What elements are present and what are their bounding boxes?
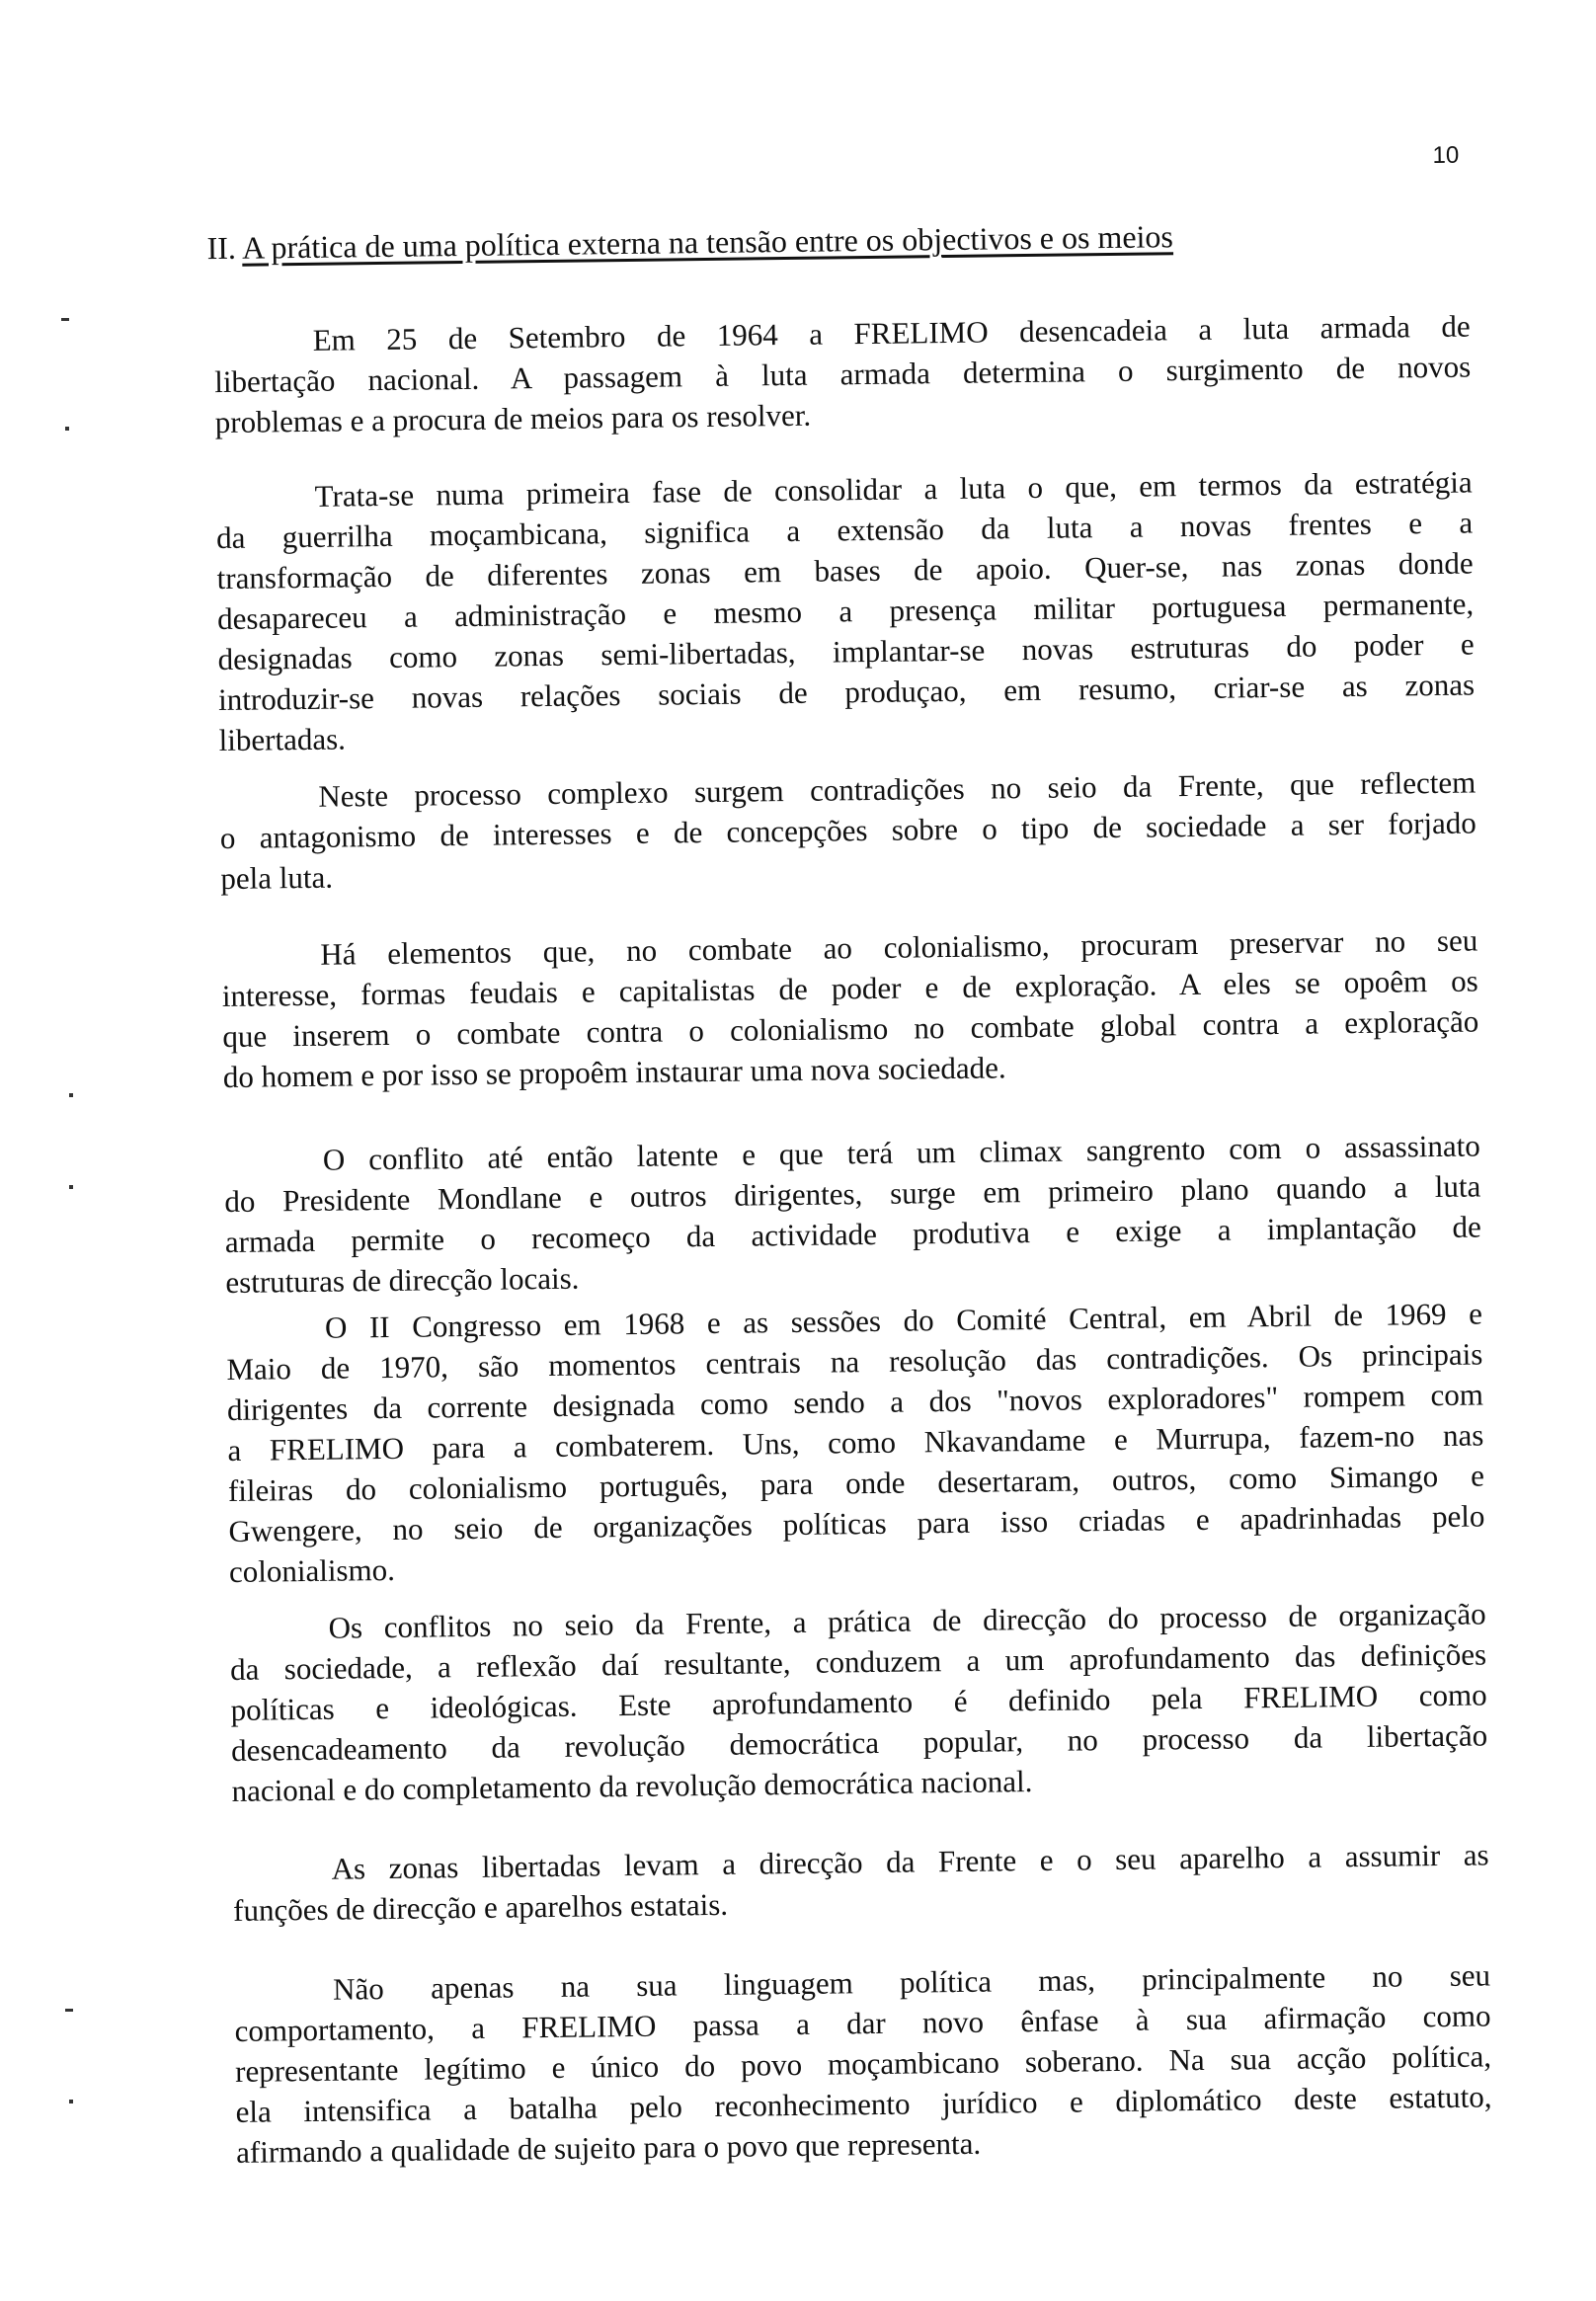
paragraph bbox=[226, 1293, 1485, 1592]
paragraph-line: a FRELIMO para a combaterem. Uns, como Nkavandame e Murrupa, fazem-no nas bbox=[227, 1417, 1484, 1468]
paragraph-line: designadas como zonas semi-libertadas, implantar-se novas estruturas do poder e bbox=[217, 626, 1475, 677]
paragraph-line: colonialismo. bbox=[228, 1551, 396, 1589]
paragraph-line: Os conflitos no seio da Frente, a prática de direcção do processo de organização bbox=[328, 1596, 1486, 1645]
paragraph-line: funções de direcção e aparelhos estatais. bbox=[232, 1886, 729, 1928]
paragraph-line: Não apenas na sua linguagem política mas, principalmente no seu bbox=[332, 1957, 1491, 2007]
paragraph-line: Neste processo complexo surgem contradições no seio da Frente, que reflectem bbox=[318, 764, 1476, 814]
paragraph bbox=[232, 1834, 1489, 1931]
scan-mark bbox=[65, 2009, 73, 2012]
paragraph bbox=[215, 462, 1475, 761]
paragraph-line: libertadas. bbox=[218, 721, 347, 758]
paragraph bbox=[213, 306, 1471, 443]
paragraph-line: dirigentes da corrente designada como sendo a dos "novos exploradores" rompem com bbox=[226, 1377, 1484, 1427]
paragraph bbox=[219, 761, 1476, 899]
paragraph bbox=[224, 1125, 1482, 1303]
paragraph-line: As zonas libertadas levam a direcção da Frente e o seu aparelho a assumir as bbox=[331, 1837, 1489, 1886]
paragraph-line: problemas e a procura de meios para os resolver. bbox=[214, 397, 812, 440]
paragraph-line: Gwengere, no seio de organizações políticas para isso criadas e apadrinhadas pelo bbox=[228, 1498, 1485, 1548]
paragraph-line: comportamento, a FRELIMO passa a dar novo ênfase à sua afirmação como bbox=[234, 1998, 1491, 2048]
paragraph-line: da sociedade, a reflexão daí resultante, conduzem a um aprofundamento das definições bbox=[229, 1636, 1487, 1687]
paragraph-line: ela intensifica a batalha pelo reconhecimento jurídico e diplomático deste estatuto, bbox=[235, 2079, 1492, 2129]
paragraph-line: nacional e do completamento da revolução democrática nacional. bbox=[231, 1764, 1033, 1808]
paragraph-line: desencadeamento da revolução democrática popular, no processo da libertação bbox=[230, 1717, 1488, 1768]
paragraph-line: afirmando a qualidade de sujeito para o povo que representa. bbox=[235, 2125, 982, 2170]
paragraph-line: do homem e por isso se propoêm instaurar uma nova sociedade. bbox=[222, 1050, 1006, 1095]
paragraph-line: estruturas de direcção locais. bbox=[225, 1260, 580, 1300]
paragraph bbox=[229, 1593, 1487, 1811]
paragraph-line: representante legítimo e único do povo moçambicano soberano. Na sua acção política, bbox=[234, 2038, 1492, 2089]
paragraph-line: transformação de diferentes zonas em bases de apoio. Quer-se, nas zonas donde bbox=[216, 545, 1474, 596]
paragraph-line: o antagonismo de interesses e de concepções sobre o tipo de sociedade a ser forjado bbox=[219, 805, 1477, 856]
paragraph-line: fileiras do colonialismo português, para onde desertaram, outros, como Simango e bbox=[227, 1458, 1485, 1508]
paragraph-line: que inserem o combate contra o colonialismo no combate global contra a exploração bbox=[222, 1003, 1479, 1055]
scan-mark bbox=[69, 1093, 73, 1097]
paragraph-line: libertação nacional. A passagem à luta armada determina o surgimento de novos bbox=[214, 349, 1472, 400]
section-title-text: A prática de uma política externa na tensão entre os objectivos e os meios bbox=[241, 218, 1174, 266]
paragraph-line: da guerrilha moçambicana, significa a extensão da luta a novas frentes e a bbox=[215, 505, 1474, 556]
paragraph-line: Em 25 de Setembro de 1964 a FRELIMO desencadeia a luta armada de bbox=[312, 308, 1471, 357]
scan-mark bbox=[61, 318, 69, 321]
paragraph-line: desapareceu a administração e mesmo a presença militar portuguesa permanente, bbox=[216, 586, 1475, 637]
paragraph-line: armada permite o recomeço da actividade produtiva e exige a implantação de bbox=[224, 1209, 1482, 1259]
paragraph-line: Há elementos que, no combate ao colonialismo, procuram preservar no seu bbox=[320, 922, 1478, 972]
section-title bbox=[206, 218, 1173, 267]
page-number: 10 bbox=[1432, 141, 1460, 169]
paragraph-line: Maio de 1970, são momentos centrais na resolução das contradições. Os principais bbox=[226, 1336, 1483, 1387]
paragraph-line: introduzir-se novas relações sociais de produçao, em resumo, criar-se as zonas bbox=[217, 667, 1476, 718]
paragraph-line: interesse, formas feudais e capitalistas de poder e de exploração. A eles se opoêm os bbox=[221, 963, 1478, 1014]
scan-mark bbox=[65, 427, 69, 431]
paragraph-line: Trata-se numa primeira fase de consolidar a luta o que, em termos da estratégia bbox=[314, 464, 1473, 514]
section-number: II. bbox=[206, 229, 237, 267]
paragraph-line: O conflito até então latente e que terá um climax sangrento com o assassinato bbox=[322, 1128, 1480, 1177]
paragraph bbox=[234, 1954, 1492, 2173]
paragraph-line: pela luta. bbox=[220, 859, 334, 897]
paragraph-line: O II Congresso em 1968 e as sessões do Comité Central, em Abril de 1969 e bbox=[324, 1296, 1483, 1345]
scan-mark bbox=[69, 1185, 73, 1189]
paragraph-line: do Presidente Mondlane e outros dirigentes, surge em primeiro plano quando a luta bbox=[224, 1168, 1481, 1220]
scan-mark bbox=[69, 2100, 73, 2103]
paragraph bbox=[221, 919, 1479, 1097]
paragraph-line: políticas e ideológicas. Este aprofundamento é definido pela FRELIMO como bbox=[230, 1677, 1487, 1727]
